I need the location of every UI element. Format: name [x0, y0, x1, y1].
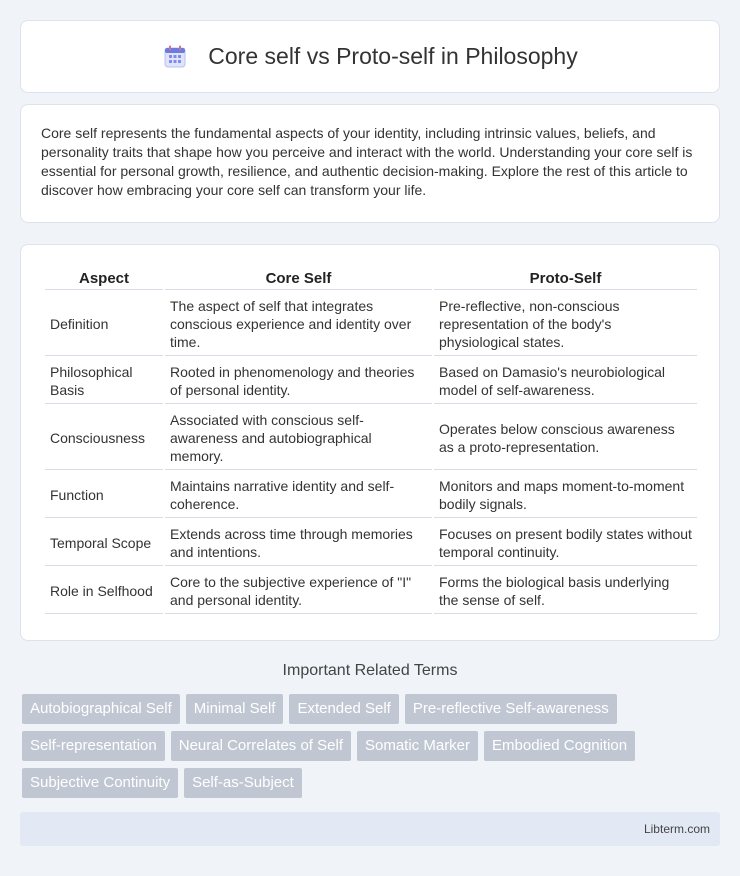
header-core-self: Core Self — [165, 267, 432, 290]
cell-aspect: Definition — [45, 292, 163, 356]
cell-core-self: Rooted in phenomenology and theories of personal identity. — [165, 358, 432, 404]
related-term-tag[interactable]: Embodied Cognition — [484, 731, 635, 761]
footer-site-link[interactable]: Libterm.com — [643, 822, 710, 836]
cell-proto-self: Operates below conscious awareness as a proto-representation. — [434, 406, 697, 470]
related-term-tag[interactable]: Somatic Marker — [357, 731, 478, 761]
header-aspect: Aspect — [45, 267, 163, 290]
cell-proto-self: Based on Damasio's neurobiological model of self-awareness. — [434, 358, 697, 404]
cell-core-self: Core to the subjective experience of "I" and personal identity. — [165, 568, 432, 614]
comparison-card — [20, 244, 720, 641]
cell-core-self: The aspect of self that integrates conscious experience and identity over time. — [165, 292, 432, 356]
related-terms-title: Important Related Terms — [282, 662, 458, 679]
cell-proto-self: Pre-reflective, non-conscious representation of the body's physiological states. — [434, 292, 697, 356]
table-row — [45, 358, 697, 404]
intro-card — [20, 104, 720, 223]
cell-aspect: Temporal Scope — [45, 520, 163, 566]
intro-paragraph: Core self represents the fundamental aspects of your identity, including intrinsic values, beliefs, and personality traits that shape how you perceive and interact with the world. Understanding your core self is essential for personal growth, resilience, and authentic decision-making. Explore the rest of this article to discover how embracing your core self can transform your life. — [41, 125, 693, 198]
related-term-tag[interactable]: Minimal Self — [186, 694, 284, 724]
calendar-grid-icon — [162, 44, 188, 70]
cell-proto-self: Focuses on present bodily states without temporal continuity. — [434, 520, 697, 566]
cell-core-self: Extends across time through memories and intentions. — [165, 520, 432, 566]
cell-aspect: Function — [45, 472, 163, 518]
footer — [20, 812, 720, 846]
page-title: Core self vs Proto-self in Philosophy — [208, 43, 578, 69]
cell-aspect: Philosophical Basis — [45, 358, 163, 404]
table-row — [45, 472, 697, 518]
table-row — [45, 568, 697, 614]
title-card — [20, 20, 720, 93]
cell-proto-self: Monitors and maps moment-to-moment bodily signals. — [434, 472, 697, 518]
related-term-tag[interactable]: Self-representation — [22, 731, 165, 761]
cell-core-self: Associated with conscious self-awareness and autobiographical memory. — [165, 406, 432, 470]
table-row — [45, 406, 697, 470]
table-header-row — [45, 267, 697, 290]
cell-aspect: Role in Selfhood — [45, 568, 163, 614]
related-term-tag[interactable]: Pre-reflective Self-awareness — [405, 694, 617, 724]
related-term-tag[interactable]: Neural Correlates of Self — [171, 731, 351, 761]
header-proto-self: Proto-Self — [434, 267, 697, 290]
related-terms-list — [22, 694, 722, 798]
related-term-tag[interactable]: Self-as-Subject — [184, 768, 302, 798]
related-term-tag[interactable]: Subjective Continuity — [22, 768, 178, 798]
cell-aspect: Consciousness — [45, 406, 163, 470]
related-term-tag[interactable]: Autobiographical Self — [22, 694, 180, 724]
table-row — [45, 292, 697, 356]
cell-core-self: Maintains narrative identity and self-coherence. — [165, 472, 432, 518]
related-term-tag[interactable]: Extended Self — [289, 694, 398, 724]
cell-proto-self: Forms the biological basis underlying the sense of self. — [434, 568, 697, 614]
comparison-table — [43, 265, 699, 616]
table-row — [45, 520, 697, 566]
